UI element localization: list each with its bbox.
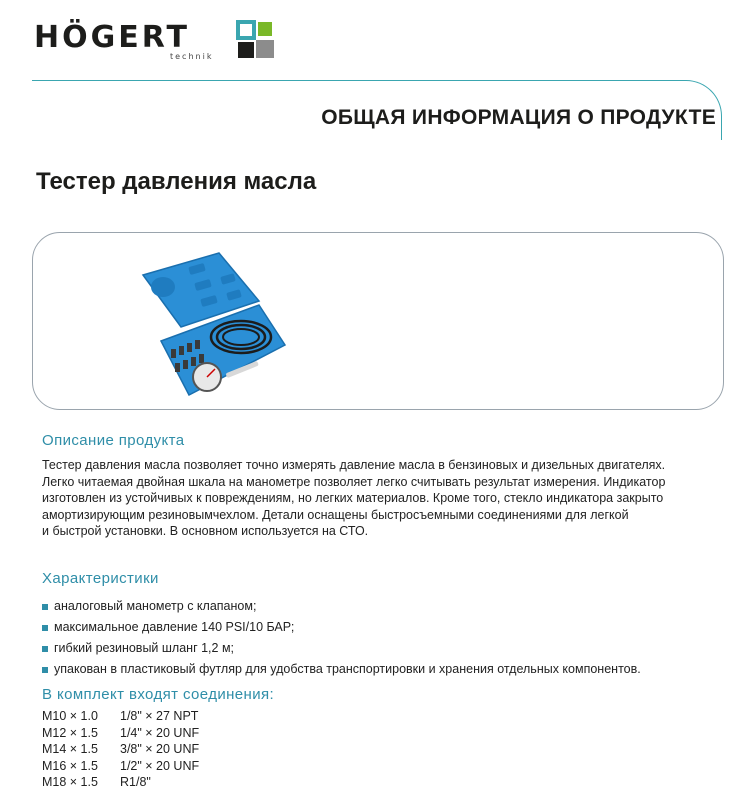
square-bullet-icon xyxy=(42,625,48,631)
inch-cell: 1/2" × 20 UNF xyxy=(120,758,200,773)
table-row xyxy=(42,708,199,725)
feature-text: упакован в пластиковый футляр для удобства транспортировки и хранения отдельных компонентов. xyxy=(54,662,641,676)
description-line: амортизирующим резиновымчехлом. Детали оснащены быстросъемными соединениями для легкой xyxy=(42,507,629,522)
description-heading: Описание продукта xyxy=(42,432,185,449)
metric-cell: M10 × 1.0 xyxy=(42,709,98,723)
logo-sub-text: technik xyxy=(170,52,214,61)
list-item xyxy=(42,596,641,617)
feature-text: аналоговый манометр с клапаном; xyxy=(54,599,257,613)
features-heading: Характеристики xyxy=(42,570,159,587)
connections-table xyxy=(42,708,199,791)
description-line: Тестер давления масла позволяет точно измерять давление масла в бензиновых и дизельных двигателях. xyxy=(42,458,666,472)
list-item xyxy=(42,617,641,638)
square-bullet-icon xyxy=(42,604,48,610)
brand-logo xyxy=(34,14,274,60)
square-bullet-icon xyxy=(42,667,48,673)
metric-cell: M14 × 1.5 xyxy=(42,742,98,757)
metric-cell: M12 × 1.5 xyxy=(42,725,98,740)
feature-text: максимальное давление 140 PSI/10 БАР; xyxy=(54,620,295,634)
table-row xyxy=(42,774,199,791)
section-header: ОБЩАЯ ИНФОРМАЦИЯ О ПРОДУКТЕ xyxy=(321,106,716,129)
logo-brand-text: HÖGERT xyxy=(34,20,190,55)
table-row xyxy=(42,758,199,775)
inch-cell: R1/8" xyxy=(120,775,151,790)
metric-cell: M18 × 1.5 xyxy=(42,775,98,790)
product-title: Тестер давления масла xyxy=(36,168,317,195)
inch-cell: 1/8" × 27 NPT xyxy=(120,709,199,723)
table-row xyxy=(42,741,199,758)
table-row xyxy=(42,725,199,742)
connections-heading: В комплект входят соединения: xyxy=(42,686,275,703)
inch-cell: 1/4" × 20 UNF xyxy=(120,725,200,740)
description-line: изготовлен из устойчивых к повреждениям, но легких материалов. Кроме того, стекло индикатора закрыто xyxy=(42,491,664,505)
inch-cell: 3/8" × 20 UNF xyxy=(120,742,200,757)
list-item xyxy=(42,659,641,680)
square-bullet-icon xyxy=(42,646,48,652)
oil-pressure-tester-case-icon xyxy=(137,245,287,399)
description-text xyxy=(42,457,722,540)
description-line: Легко читаемая двойная шкала на манометре позволяет легко считывать результат измерения. Индикатор xyxy=(42,474,666,489)
feature-text: гибкий резиновый шланг 1,2 м; xyxy=(54,641,235,655)
logo-squares-icon xyxy=(236,20,276,60)
description-line: и быстрой установки. В основном используется на СТО. xyxy=(42,524,369,538)
features-list xyxy=(42,596,641,680)
metric-cell: M16 × 1.5 xyxy=(42,758,98,773)
list-item xyxy=(42,638,641,659)
product-image-frame xyxy=(32,232,724,410)
